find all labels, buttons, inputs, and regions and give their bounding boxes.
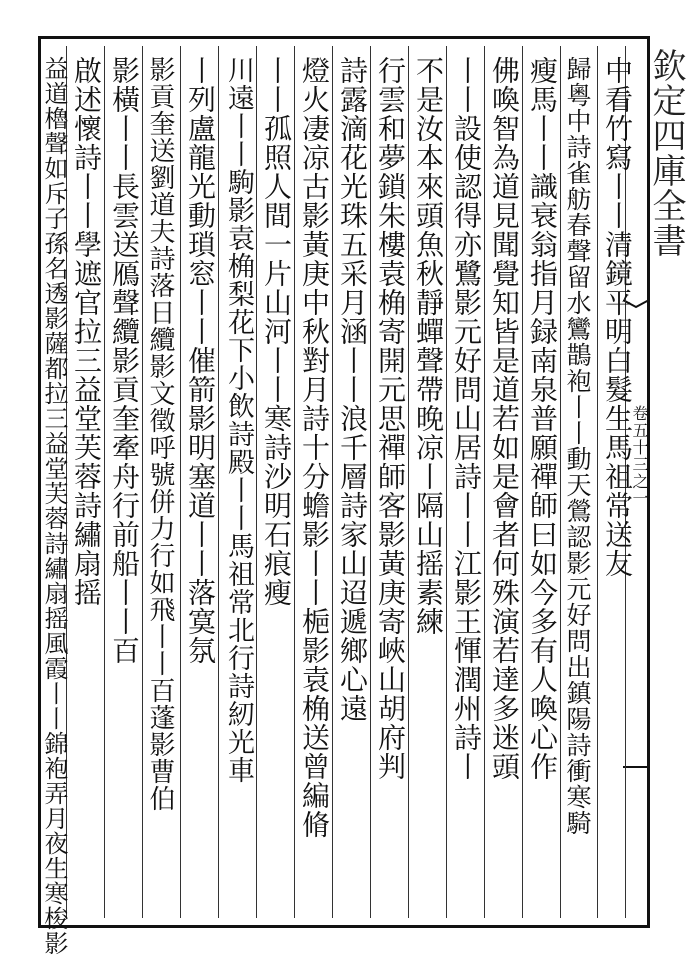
column-rule	[522, 46, 523, 918]
column-rule	[408, 46, 409, 918]
text-column-8: 詩露滴花光珠五采月涵丨丨浪千層詩家山迢遞鄉心遠	[336, 56, 369, 723]
column-rule	[294, 46, 295, 918]
column-rule	[142, 46, 143, 918]
text-column-2: 歸粵中詩雀舫春聲留水鸞鵲袍丨丨動天鶯認影元好問出鎮陽詩衝寒騎	[563, 56, 592, 836]
column-rule	[332, 46, 333, 918]
column-rule	[370, 46, 371, 918]
text-column-16: 益道櫓聲如斥子孫名透影薩都拉三益堂芙蓉詩繡扇摇風霞丨丨錦袍弄月夜生寒梭影	[40, 56, 68, 956]
column-rule	[218, 46, 219, 918]
column-rule	[560, 46, 561, 918]
text-column-13: 影貢奎送劉道夫詩落日纜影文徵呼號併力行如飛丨丨百蓬影曹伯	[145, 56, 175, 812]
column-rule	[597, 46, 598, 918]
volume-label: 卷五十三之一	[630, 405, 649, 507]
text-column-1: 中看竹寫丨丨清鏡平明白髮生馬祖常送友	[601, 56, 634, 578]
text-column-4: 佛喚智為道見聞覺知皆是道若如是會者何殊演若達多迷頭	[488, 56, 521, 781]
text-column-14: 影橫丨丨長雲送鴈聲纜影貢奎牽舟行前船丨丨百	[108, 56, 141, 665]
text-column-3: 瘦馬丨丨識衰翁指月録南泉普願禪師曰如今多有人喚心作	[526, 56, 559, 781]
column-rule	[256, 46, 257, 918]
text-column-5: 丨丨設使認得亦鷺影元好問山居詩丨丨江影王惲潤州詩丨	[450, 56, 483, 781]
column-rule	[484, 46, 485, 918]
text-column-12: 丨列盧龍光動瑣窓丨丨催箭影明塞道丨丨落寞氛	[184, 56, 217, 665]
book-title: 欽定四庫全書	[646, 48, 686, 258]
column-rule	[104, 46, 105, 918]
text-column-9: 燈火凄凉古影黃庚中秋對月詩十分蟾影丨丨梔影袁桷送曾編脩	[298, 56, 331, 839]
text-column-10: 丨丨孤照人間一片山河丨丨寒詩沙明石痕瘦	[260, 56, 293, 607]
text-column-11: 川遠丨丨駒影袁桷梨花下小飲詩殿丨丨馬祖常北行詩紉光車	[223, 56, 254, 784]
column-rule	[446, 46, 447, 918]
text-column-7: 行雲和夢鎖朱樓袁桷寄開元思禪師客影黃庚寄峽山胡府判	[374, 56, 407, 781]
text-column-6: 不是汝本來頭魚秋靜蟬聲帶晚凉丨隔山摇素練	[412, 56, 445, 636]
column-rule	[180, 46, 181, 918]
text-column-15: 啟述懷詩丨丨學遮官拉三益堂芙蓉詩繡扇摇	[70, 56, 103, 607]
